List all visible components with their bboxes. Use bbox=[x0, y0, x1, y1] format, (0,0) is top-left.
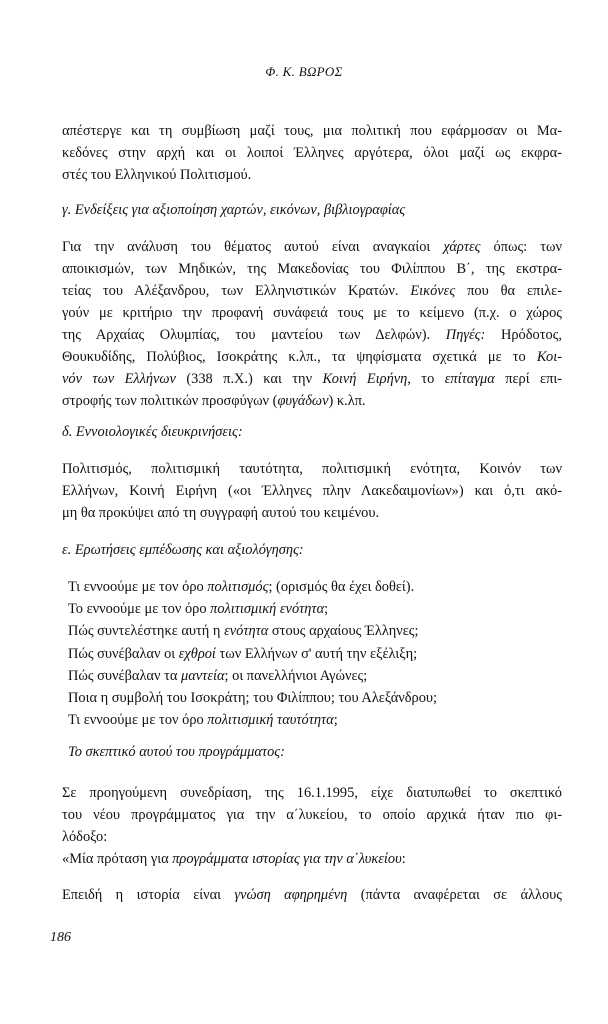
text-line: Για την ανάλυση του θέματος αυτού είναι αναγκαίοι χάρτες όπως: των bbox=[62, 239, 562, 255]
list-item: Πώς συνέβαλαν τα μαντεία; οι πανελλήνιοι Αγώνες; bbox=[68, 667, 368, 684]
paragraph-intro bbox=[62, 120, 562, 186]
text-line: απέστεργε και τη συμβίωση μαζί τους, μια πολιτική που εφάρμοσαν οι Μα- bbox=[62, 123, 562, 139]
page-number: 186 bbox=[50, 930, 71, 945]
text-line: Θουκυδίδης, Πολύβιος, Ισοκράτης κ.λπ., τα ψηφίσματα σχετικά με το Κοι- bbox=[62, 349, 562, 365]
text-line: στές του Ελληνικού Πολιτισμού. bbox=[62, 167, 252, 183]
paragraph-rationale bbox=[62, 782, 562, 870]
text-line: κεδόνες στην αρχή και οι λοιποί Έλληνες αργότερα, όλοι μαζί ως εκφρα- bbox=[62, 145, 562, 161]
text-line: της Αρχαίας Ολυμπίας, του μαντείου των Δελφών). Πηγές: Ηρόδοτος, bbox=[62, 327, 562, 343]
text-line: Πολιτισμός, πολιτισμική ταυτότητα, πολιτισμική ενότητα, Κοινόν των bbox=[62, 461, 562, 477]
list-item: Τι εννοούμε με τον όρο πολιτισμός; (ορισμός θα έχει δοθεί). bbox=[68, 579, 415, 595]
text-line: Επειδή η ιστορία είναι γνώση αφηρημένη (πάντα αναφέρεται σε άλλους bbox=[62, 887, 562, 903]
text-line: λόδοξο: bbox=[62, 829, 108, 845]
text-line: αποικισμών, των Μηδικών, της Μακεδονίας του Φιλίππου Β΄, της εκστρα- bbox=[62, 261, 562, 277]
list-item: Ποια η συμβολή του Ισοκράτη; του Φιλίππου; του Αλεξάνδρου; bbox=[68, 690, 438, 707]
list-item: Το εννοούμε με τον όρο πολιτισμική ενότητα; bbox=[68, 601, 329, 618]
paragraph-closing bbox=[62, 884, 562, 906]
text-line: «Μία πρόταση για προγράμματα ιστορίας για την α΄λυκείου: bbox=[62, 851, 406, 867]
text-line: μη θα προκύψει από τη συγγραφή αυτού του κειμένου. bbox=[62, 505, 380, 521]
section-heading-e: ε. Ερωτήσεις εμπέδωσης και αξιολόγησης: bbox=[62, 542, 304, 558]
list-item: Τι εννοούμε με τον όρο πολιτισμική ταυτότητα; bbox=[68, 712, 338, 729]
questions-list bbox=[68, 576, 437, 731]
text-line: τείας του Αλέξανδρου, των Ελληνιστικών Κρατών. Εικόνες που θα επιλε- bbox=[62, 283, 562, 299]
section-heading-d: δ. Εννοιολογικές διευκρινήσεις: bbox=[62, 424, 243, 440]
paragraph-maps bbox=[62, 236, 562, 412]
text-line: Ελλήνων, Κοινή Ειρήνη («οι Έλληνες πλην Λακεδαιμονίων») και ό,τι ακό- bbox=[62, 483, 562, 499]
text-line: νόν των Ελλήνων (338 π.Χ.) και την Κοινή Ειρήνη, το επίταγμα περί επι- bbox=[62, 371, 562, 387]
list-item: Πώς συνέβαλαν οι εχθροί των Ελλήνων σ' αυτή την εξέλιξη; bbox=[68, 645, 418, 662]
section-heading-rationale: Το σκεπτικό αυτού του προγράμματος: bbox=[68, 744, 285, 760]
list-item: Πώς συντελέστηκε αυτή η ενότητα στους αρχαίους Έλληνες; bbox=[68, 623, 419, 640]
text-line: του νέου προγράμματος για την α΄λυκείου, το οποίο αρχικά ήταν πιο φι- bbox=[62, 807, 562, 823]
text-line: Σε προηγούμενη συνεδρίαση, της 16.1.1995, είχε διατυπωθεί το σκεπτικό bbox=[62, 785, 562, 801]
section-heading-g: γ. Ενδείξεις για αξιοποίηση χαρτών, εικόνων, βιβλιογραφίας bbox=[62, 202, 406, 218]
text-line: γούν με κριτήριο την προφανή συνάφειά τους με το κείμενο (π.χ. ο χώρος bbox=[62, 305, 562, 321]
running-header: Φ. Κ. ΒΩΡΟΣ bbox=[265, 64, 343, 79]
paragraph-concepts bbox=[62, 458, 562, 524]
text-line: στροφής των πολιτικών προσφύγων (φυγάδων) κ.λπ. bbox=[62, 393, 366, 409]
